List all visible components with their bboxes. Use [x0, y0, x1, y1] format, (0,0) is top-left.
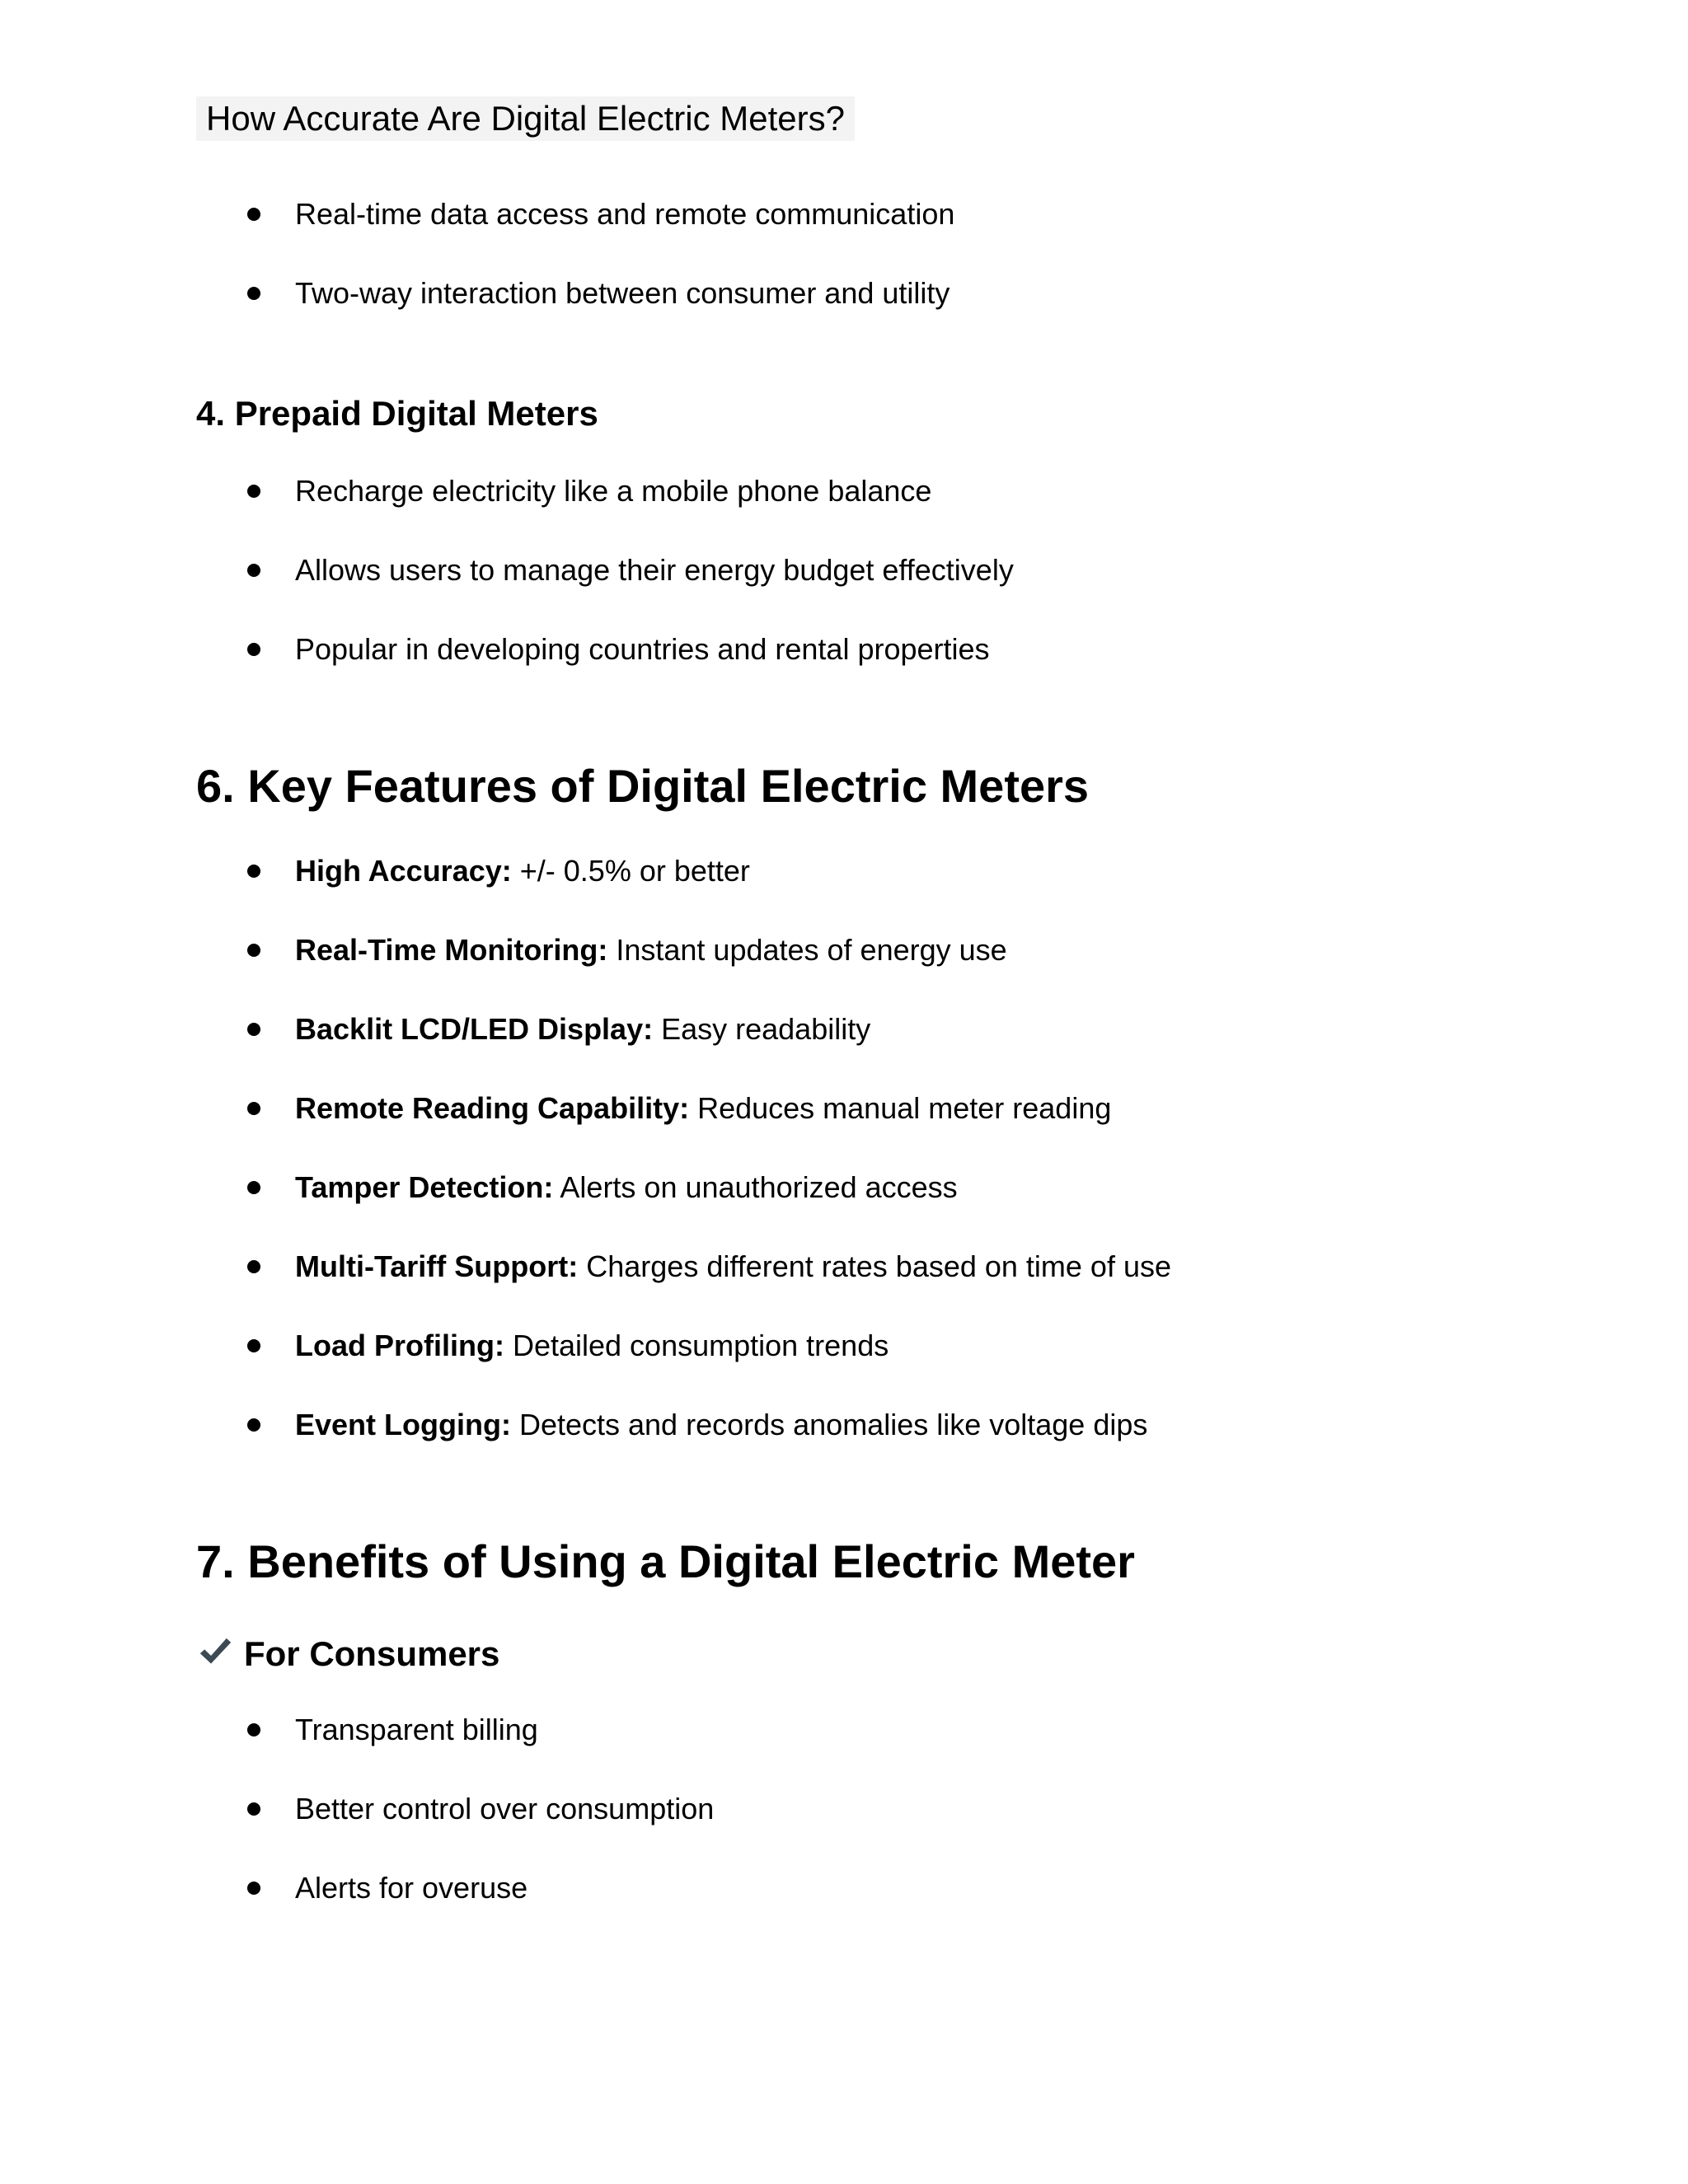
feature-term: Event Logging:: [295, 1408, 511, 1441]
section-heading-prepaid: 4. Prepaid Digital Meters: [196, 394, 598, 433]
check-mark-icon: [196, 1633, 234, 1671]
list-item-text: Real-time data access and remote communication: [295, 197, 955, 231]
feature-description: Reduces manual meter reading: [689, 1091, 1112, 1125]
subsection-heading-consumers: [196, 1633, 499, 1675]
bullet-dot: [247, 1102, 260, 1115]
feature-description: Easy readability: [653, 1012, 871, 1046]
bullet-dot: [247, 564, 260, 577]
feature-term: Real-Time Monitoring:: [295, 933, 608, 967]
subsection-heading-text: For Consumers: [244, 1634, 500, 1673]
feature-description: Alerts on unauthorized access: [553, 1170, 958, 1204]
feature-term: Backlit LCD/LED Display:: [295, 1012, 654, 1046]
list-item-text: Transparent billing: [295, 1713, 538, 1746]
bullet-dot: [247, 1023, 260, 1036]
feature-term: Multi-Tariff Support:: [295, 1249, 579, 1283]
feature-description: +/- 0.5% or better: [511, 854, 750, 888]
list-item-text: Alerts for overuse: [295, 1871, 528, 1905]
feature-description: Detects and records anomalies like voltage dips: [510, 1408, 1148, 1441]
bullet-dot: [247, 643, 260, 656]
bullet-dot: [247, 1723, 260, 1736]
feature-description: Charges different rates based on time of use: [578, 1249, 1172, 1283]
bullet-dot: [247, 1181, 260, 1194]
bullet-dot: [247, 1339, 260, 1352]
list-item-text: Recharge electricity like a mobile phone balance: [295, 474, 932, 508]
bullet-dot: [247, 1882, 260, 1895]
bullet-dot: [247, 1418, 260, 1432]
feature-term: Tamper Detection:: [295, 1170, 554, 1204]
list-item-text: Allows users to manage their energy budget effectively: [295, 553, 1014, 587]
section-heading-features: 6. Key Features of Digital Electric Meters: [196, 760, 1090, 812]
bullet-dot: [247, 1260, 260, 1273]
bullet-dot: [247, 485, 260, 498]
feature-term: Load Profiling:: [295, 1329, 504, 1362]
feature-term: Remote Reading Capability:: [295, 1091, 690, 1125]
feature-term: High Accuracy:: [295, 854, 512, 888]
list-item-text: Two-way interaction between consumer and utility: [295, 276, 950, 310]
section-heading-benefits: 7. Benefits of Using a Digital Electric Meter: [196, 1535, 1135, 1587]
bullet-dot: [247, 944, 260, 957]
bullet-dot: [247, 287, 260, 300]
list-item-text: Better control over consumption: [295, 1792, 715, 1825]
feature-description: Detailed consumption trends: [504, 1329, 889, 1362]
bullet-dot: [247, 208, 260, 221]
feature-description: Instant updates of energy use: [607, 933, 1007, 967]
list-item-text: Popular in developing countries and rental properties: [295, 632, 990, 666]
bullet-dot: [247, 1802, 260, 1816]
bullet-dot: [247, 865, 260, 878]
page-title: How Accurate Are Digital Electric Meters?: [196, 96, 855, 141]
